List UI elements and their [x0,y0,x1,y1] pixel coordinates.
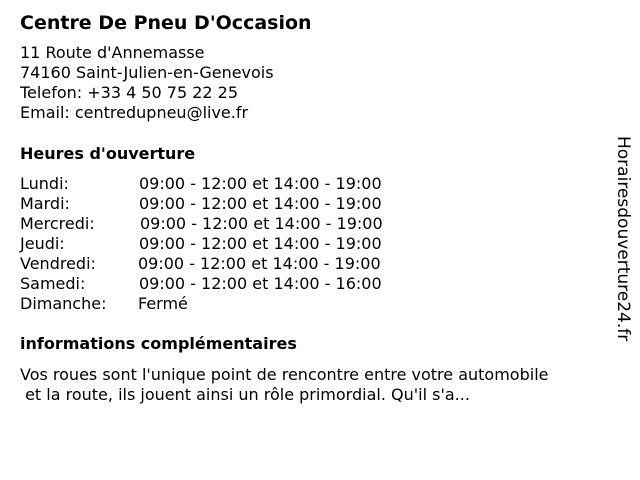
hours-day-label: Mercredi: [20,214,95,233]
hours-time-value: 09:00 - 12:00 et 14:00 - 19:00 [139,234,382,253]
address-street: 11 Route d'Annemasse [20,43,205,62]
hours-day-label: Samedi: [20,274,86,293]
hours-row-wednesday [20,214,440,234]
hours-row-saturday [20,274,440,294]
opening-hours-table [20,174,440,314]
contact-block [20,43,274,123]
site-watermark [612,134,634,344]
hours-row-sunday [20,294,440,314]
hours-day-label: Mardi: [20,194,70,213]
hours-row-friday [20,254,440,274]
opening-hours-heading: Heures d'ouverture [20,144,196,163]
hours-time-value: 09:00 - 12:00 et 14:00 - 16:00 [139,274,382,293]
hours-time-value: 09:00 - 12:00 et 14:00 - 19:00 [138,254,381,273]
phone-number[interactable]: Telefon: +33 4 50 75 22 25 [20,83,239,102]
email-address[interactable]: Email: centredupneu@live.fr [20,103,249,122]
additional-info-heading: informations complémentaires [20,334,297,353]
hours-time-value: 09:00 - 12:00 et 14:00 - 19:00 [139,174,382,193]
hours-day-label: Vendredi: [20,254,96,273]
hours-day-label: Lundi: [20,174,69,193]
hours-time-value: Fermé [138,294,188,313]
hours-row-monday [20,174,440,194]
hours-row-tuesday [20,194,440,214]
hours-time-value: 09:00 - 12:00 et 14:00 - 19:00 [140,214,383,233]
hours-day-label: Jeudi: [20,234,65,253]
additional-info-text: Vos roues sont l'unique point de rencontre entre votre automobile et la route, ils jouent ainsi un rôle primordial. Qu'il s'a... [20,365,549,404]
address-city: 74160 Saint-Julien-en-Genevois [20,63,274,82]
site-watermark-text: Horairesdouverture24.fr [613,136,633,342]
hours-day-label: Dimanche: [20,294,107,313]
hours-time-value: 09:00 - 12:00 et 14:00 - 19:00 [139,194,382,213]
hours-row-thursday [20,234,440,254]
business-name: Centre De Pneu D'Occasion [20,12,312,34]
